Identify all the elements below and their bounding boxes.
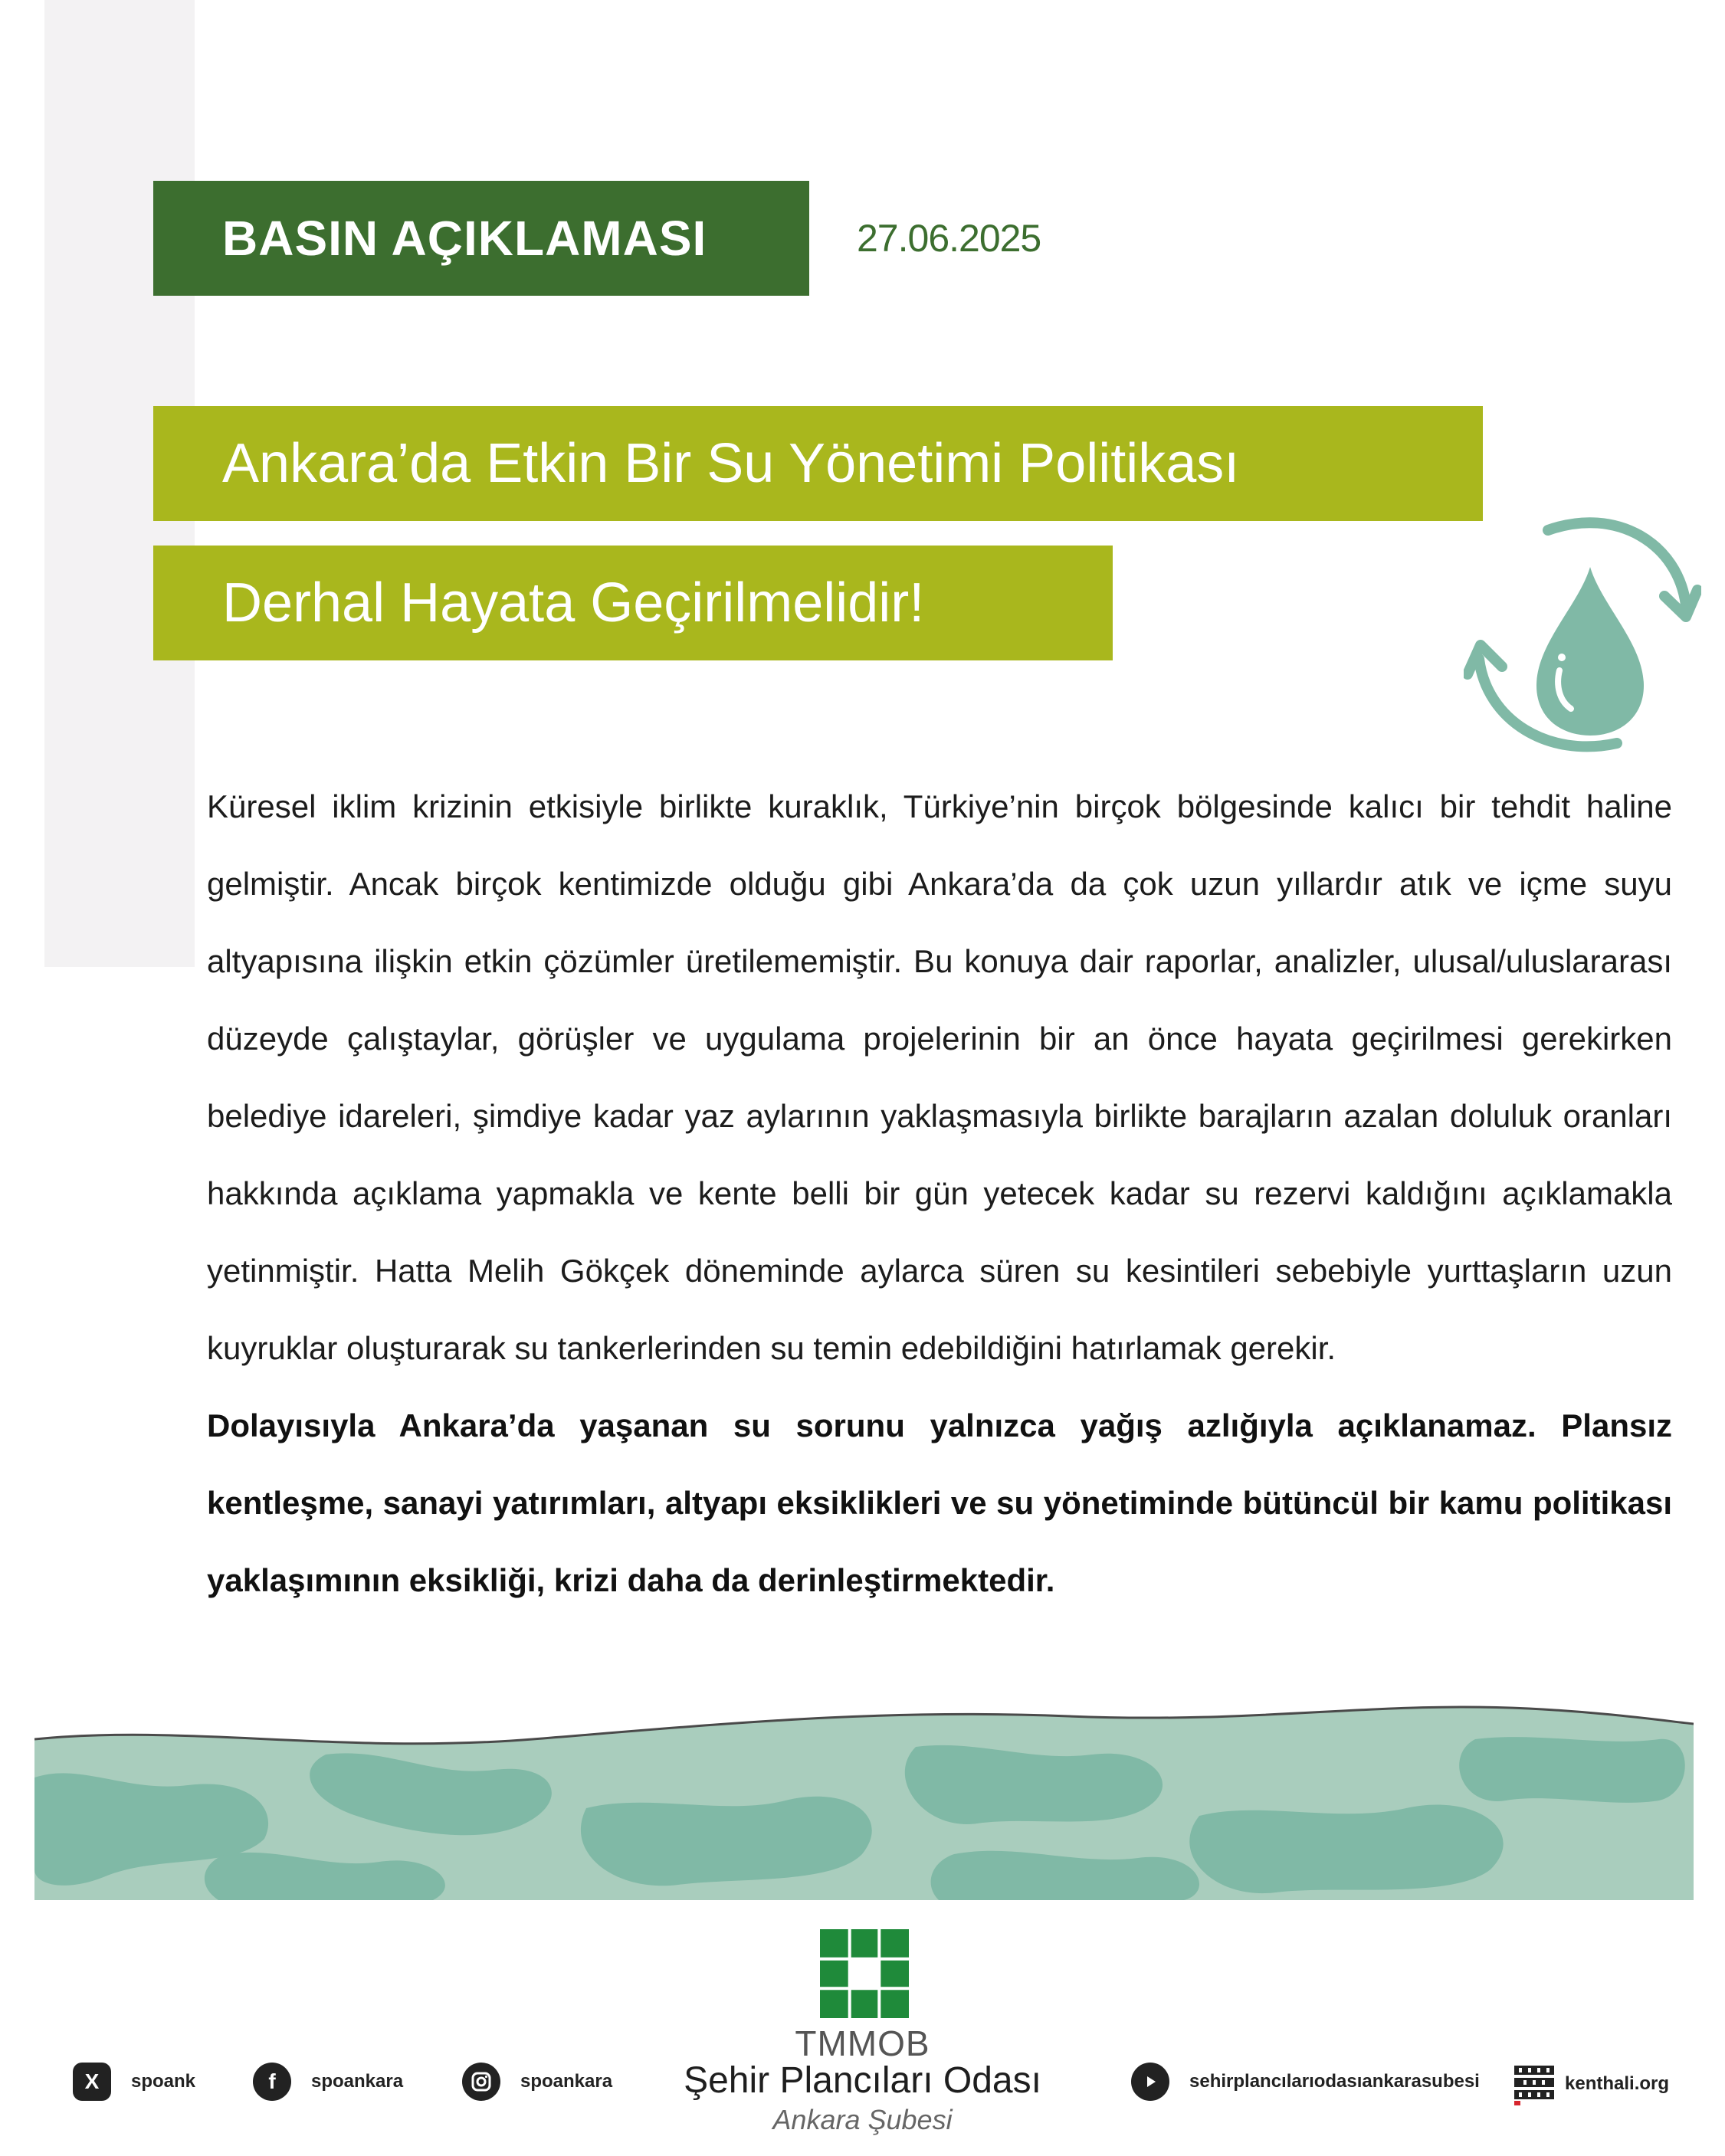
social-x-handle: spoank [131, 2071, 196, 2092]
instagram-icon [462, 2063, 500, 2101]
title-line-1-box [153, 406, 1483, 521]
youtube-icon [1131, 2063, 1169, 2101]
social-x[interactable] [73, 2063, 195, 2101]
social-web-handle: kenthali.org [1565, 2073, 1670, 2094]
social-facebook[interactable] [253, 2063, 403, 2101]
facebook-icon: f [253, 2063, 291, 2101]
title-line-2-box [153, 546, 1113, 660]
social-youtube[interactable] [1131, 2063, 1480, 2101]
release-date: 27.06.2025 [857, 217, 1041, 260]
title-line-1: Ankara’da Etkin Bir Su Yönetimi Politikası [222, 433, 1240, 494]
x-icon: X [73, 2063, 111, 2101]
social-facebook-handle: spoankara [311, 2071, 404, 2092]
org-name: Şehir Plancıları Odası [684, 2060, 1041, 2101]
drop-shape [1536, 567, 1644, 736]
social-youtube-handle: sehirplancılarıodasıankarasubesi [1189, 2071, 1480, 2092]
body-text [207, 768, 1672, 1619]
org-branch: Ankara Şubesi [772, 2104, 953, 2135]
decorative-map-wave [34, 1686, 1694, 1900]
title-line-2: Derhal Hayata Geçirilmelidir! [222, 572, 925, 634]
water-drop-icon [1464, 513, 1701, 759]
paragraph-2: Dolayısıyla Ankara’da yaşanan su sorunu yalnızca yağış azlığıyla açıklanamaz. Plansız kentleşme, sanayi yatırımları, altyapı eksiklikleri ve su yönetiminde bütüncül bir kamu politikası yaklaşımının eksikliği, krizi daha da derinleştirmektedir. [207, 1407, 1672, 1598]
press-release-label [153, 181, 809, 296]
paragraph-1: Küresel iklim krizinin etkisiyle birlikte kuraklık, Türkiye’nin birçok bölgesinde kalıcı bir tehdit haline gelmiştir. Ancak birçok kentimizde olduğu gibi Ankara’da da çok uzun yıllardır atık ve içme suyu altyapısına ilişkin etkin çözümler üretilememiştir. Bu konuya dair raporlar, analizler, ulusal/uluslararası düzeyde çalıştaylar, görüşler ve uygulama projelerinin bir an önce hayata geçirilmesi gerekirken belediye idareleri, şimdiye kadar yaz aylarının yaklaşmasıyla birlikte barajların azalan doluluk oranları hakkında açıklama yapmakla ve kente belli bir gün yetecek kadar su rezervi kaldığını açıklamakla yetinmiştir. Hatta Melih Gökçek döneminde aylarca süren su kesintileri sebebiyle yurttaşların uzun kuyruklar oluşturarak su tankerlerinden su temin edebildiğini hatırlamak gerekir. [207, 788, 1672, 1366]
social-instagram[interactable] [462, 2063, 612, 2101]
org-top-text: TMMOB [795, 2023, 930, 2063]
kenthali-logo [1513, 2063, 1556, 2105]
tmmob-logo [820, 1929, 909, 2018]
press-release-label-text: BASIN AÇIKLAMASI [222, 211, 707, 266]
social-web[interactable] [1513, 2063, 1669, 2105]
social-instagram-handle: spoankara [520, 2071, 613, 2092]
